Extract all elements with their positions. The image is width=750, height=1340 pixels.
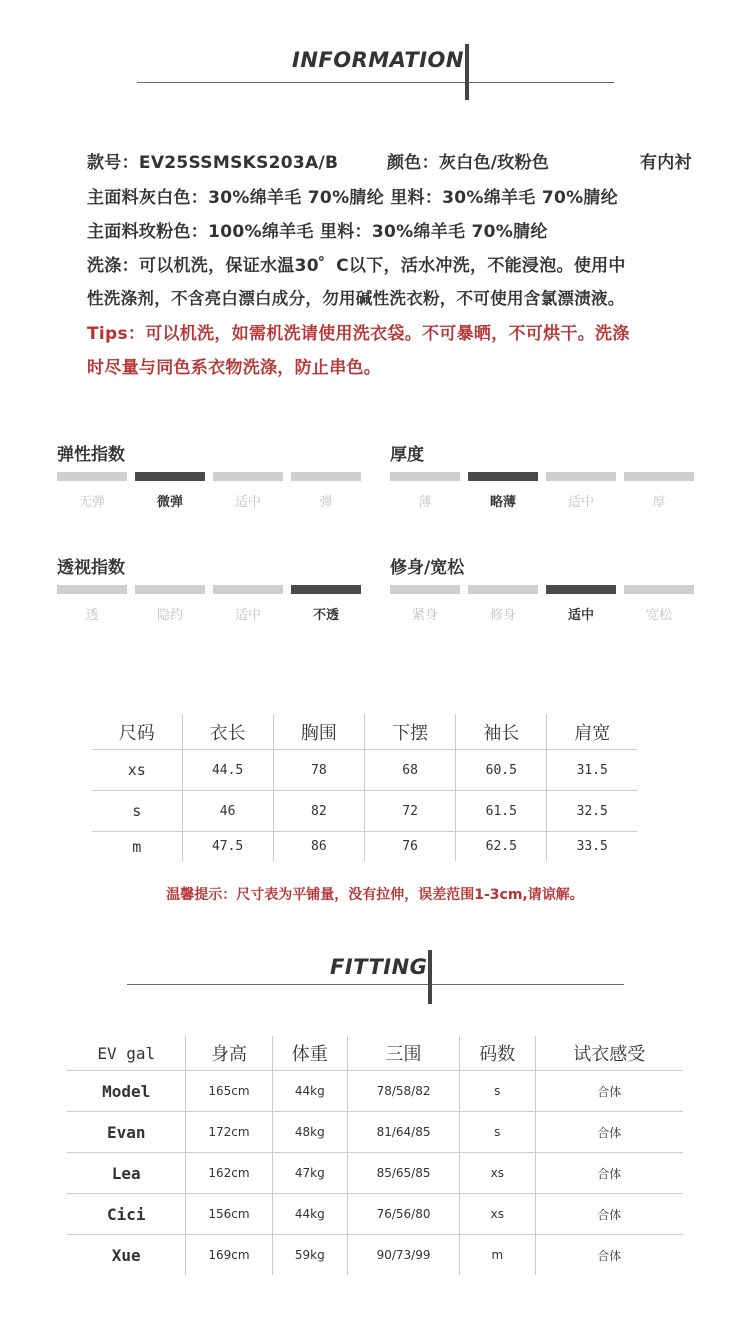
indicator-option-label: 厚 bbox=[652, 495, 666, 510]
size-cell: m bbox=[92, 832, 182, 862]
fitting-model-name: Model bbox=[67, 1071, 186, 1112]
fitting-cell: 90/73/99 bbox=[348, 1235, 460, 1276]
fitting-cell: 47kg bbox=[272, 1153, 347, 1194]
info-wash-1: 洗涤：可以机洗，保证水温30゜C以下，活水冲洗，不能浸泡。使用中 bbox=[87, 256, 626, 276]
indicator-option-label: 弹 bbox=[319, 495, 333, 510]
fitting-rule bbox=[127, 984, 624, 985]
indicator-option-label: 适中 bbox=[234, 495, 261, 510]
indicator-title: 透视指数 bbox=[57, 558, 125, 578]
fitting-row bbox=[67, 1194, 683, 1235]
fitting-header-cell: 试衣感受 bbox=[535, 1036, 683, 1071]
indicator-bar-selected bbox=[546, 585, 616, 594]
fitting-header-cell: 码数 bbox=[460, 1036, 535, 1071]
size-cell: 68 bbox=[364, 750, 455, 791]
fitting-table bbox=[67, 1036, 683, 1275]
fitting-cell: 156cm bbox=[186, 1194, 272, 1235]
indicator-bar bbox=[57, 472, 127, 481]
fitting-row bbox=[67, 1153, 683, 1194]
size-note: 温馨提示：尺寸表为平铺量，没有拉伸，误差范围1-3cm,请谅解。 bbox=[166, 887, 584, 903]
fitting-cell: 44kg bbox=[272, 1194, 347, 1235]
indicator-bar bbox=[213, 472, 283, 481]
fitting-cell: 44kg bbox=[272, 1071, 347, 1112]
fitting-header-cell: 三围 bbox=[348, 1036, 460, 1071]
size-cell: 61.5 bbox=[456, 791, 547, 832]
size-cell: 62.5 bbox=[456, 832, 547, 862]
fitting-row bbox=[67, 1071, 683, 1112]
indicator-option-label: 微弹 bbox=[156, 495, 183, 510]
fitting-model-name: Evan bbox=[67, 1112, 186, 1153]
fitting-cell: xs bbox=[460, 1194, 535, 1235]
fitting-cell: xs bbox=[460, 1153, 535, 1194]
indicator-title: 厚度 bbox=[390, 445, 424, 465]
size-cell: 78 bbox=[273, 750, 364, 791]
tips-line-1: Tips：可以机洗，如需机洗请使用洗衣袋。不可暴晒，不可烘干。洗涤 bbox=[87, 324, 630, 344]
fitting-cell: 59kg bbox=[272, 1235, 347, 1276]
size-header-cell: 袖长 bbox=[456, 714, 547, 750]
indicator-option-label: 薄 bbox=[418, 495, 432, 510]
indicator-bar-selected bbox=[291, 585, 361, 594]
size-cell: 32.5 bbox=[547, 791, 637, 832]
info-fabric-pink: 主面料玫粉色：100%绵羊毛 里料：30%绵羊毛 70%腈纶 bbox=[87, 222, 548, 242]
fitting-cell: 76/56/80 bbox=[348, 1194, 460, 1235]
size-cell: 82 bbox=[273, 791, 364, 832]
fitting-cell: 85/65/85 bbox=[348, 1153, 460, 1194]
indicator-bar bbox=[291, 472, 361, 481]
size-cell: 31.5 bbox=[547, 750, 637, 791]
size-cell: 33.5 bbox=[547, 832, 637, 862]
indicator-bar bbox=[546, 472, 616, 481]
information-marker bbox=[465, 44, 469, 100]
size-header-cell: 肩宽 bbox=[547, 714, 637, 750]
size-cell: s bbox=[92, 791, 182, 832]
size-cell: xs bbox=[92, 750, 182, 791]
fitting-title: FITTING bbox=[330, 955, 428, 979]
fitting-model-name: Lea bbox=[67, 1153, 186, 1194]
size-cell: 44.5 bbox=[182, 750, 273, 791]
indicator-bar bbox=[213, 585, 283, 594]
indicator-option-label: 隐约 bbox=[156, 608, 183, 623]
information-rule bbox=[137, 82, 614, 83]
size-header-cell: 尺码 bbox=[92, 714, 182, 750]
indicator-bar bbox=[624, 472, 694, 481]
fitting-cell: 169cm bbox=[186, 1235, 272, 1276]
size-header-cell: 衣长 bbox=[182, 714, 273, 750]
indicator-option-label: 紧身 bbox=[411, 608, 438, 623]
fitting-cell: 合体 bbox=[535, 1235, 683, 1276]
fitting-model-name: Cici bbox=[67, 1194, 186, 1235]
indicator-option-label: 略薄 bbox=[489, 495, 516, 510]
size-header-cell: 下摆 bbox=[364, 714, 455, 750]
indicator-option-label: 修身 bbox=[489, 608, 516, 623]
color-info: 颜色：灰白色/玫粉色 bbox=[387, 153, 550, 173]
style-number: 款号：EV25SSMSKS203A/B bbox=[87, 153, 339, 173]
fitting-row bbox=[67, 1112, 683, 1153]
indicator-option-label: 不透 bbox=[312, 608, 339, 623]
size-row bbox=[92, 832, 637, 862]
info-fabric-grey: 主面料灰白色：30%绵羊毛 70%腈纶 里料：30%绵羊毛 70%腈纶 bbox=[87, 188, 619, 208]
indicator-option-label: 适中 bbox=[567, 495, 594, 510]
info-style-line bbox=[87, 148, 692, 173]
fitting-cell: s bbox=[460, 1112, 535, 1153]
fitting-cell: 162cm bbox=[186, 1153, 272, 1194]
indicator-title: 弹性指数 bbox=[57, 445, 125, 465]
fitting-cell: 合体 bbox=[535, 1112, 683, 1153]
size-cell: 72 bbox=[364, 791, 455, 832]
info-wash-2: 性洗涤剂，不含亮白漂白成分，勿用碱性洗衣粉，不可使用含氯漂渍液。 bbox=[87, 289, 625, 308]
indicator-bar bbox=[135, 585, 205, 594]
fitting-cell: 81/64/85 bbox=[348, 1112, 460, 1153]
fitting-cell: 165cm bbox=[186, 1071, 272, 1112]
indicator-option-label: 无弹 bbox=[78, 495, 105, 510]
fitting-marker bbox=[428, 950, 432, 1004]
fitting-header-cell: 体重 bbox=[272, 1036, 347, 1071]
size-cell: 86 bbox=[273, 832, 364, 862]
indicator-bar-selected bbox=[135, 472, 205, 481]
fitting-cell: 172cm bbox=[186, 1112, 272, 1153]
indicator-option-label: 适中 bbox=[234, 608, 261, 623]
indicator-bar bbox=[468, 585, 538, 594]
size-header-cell: 胸围 bbox=[273, 714, 364, 750]
indicator-bar bbox=[57, 585, 127, 594]
indicator-bar bbox=[390, 472, 460, 481]
fitting-model-name: Xue bbox=[67, 1235, 186, 1276]
fitting-cell: m bbox=[460, 1235, 535, 1276]
size-table bbox=[92, 714, 637, 861]
tips-line-2: 时尽量与同色系衣物洗涤，防止串色。 bbox=[87, 358, 382, 378]
information-title: INFORMATION bbox=[292, 48, 464, 72]
size-cell: 76 bbox=[364, 832, 455, 862]
fitting-header-cell: EV gal bbox=[67, 1036, 186, 1071]
size-cell: 47.5 bbox=[182, 832, 273, 862]
fitting-cell: s bbox=[460, 1071, 535, 1112]
lining-info: 有内衬 bbox=[640, 153, 692, 173]
indicator-bar bbox=[390, 585, 460, 594]
indicator-title: 修身/宽松 bbox=[390, 558, 465, 578]
indicator-option-label: 宽松 bbox=[645, 608, 672, 623]
indicator-option-label: 透 bbox=[85, 608, 99, 623]
indicator-bar-selected bbox=[468, 472, 538, 481]
size-row bbox=[92, 750, 637, 791]
fitting-cell: 78/58/82 bbox=[348, 1071, 460, 1112]
size-cell: 60.5 bbox=[456, 750, 547, 791]
fitting-cell: 合体 bbox=[535, 1153, 683, 1194]
fitting-row bbox=[67, 1235, 683, 1276]
indicator-option-label: 适中 bbox=[567, 608, 594, 623]
fitting-header-cell: 身高 bbox=[186, 1036, 272, 1071]
fitting-cell: 合体 bbox=[535, 1194, 683, 1235]
size-cell: 46 bbox=[182, 791, 273, 832]
indicator-bar bbox=[624, 585, 694, 594]
size-row bbox=[92, 791, 637, 832]
fitting-cell: 合体 bbox=[535, 1071, 683, 1112]
fitting-cell: 48kg bbox=[272, 1112, 347, 1153]
